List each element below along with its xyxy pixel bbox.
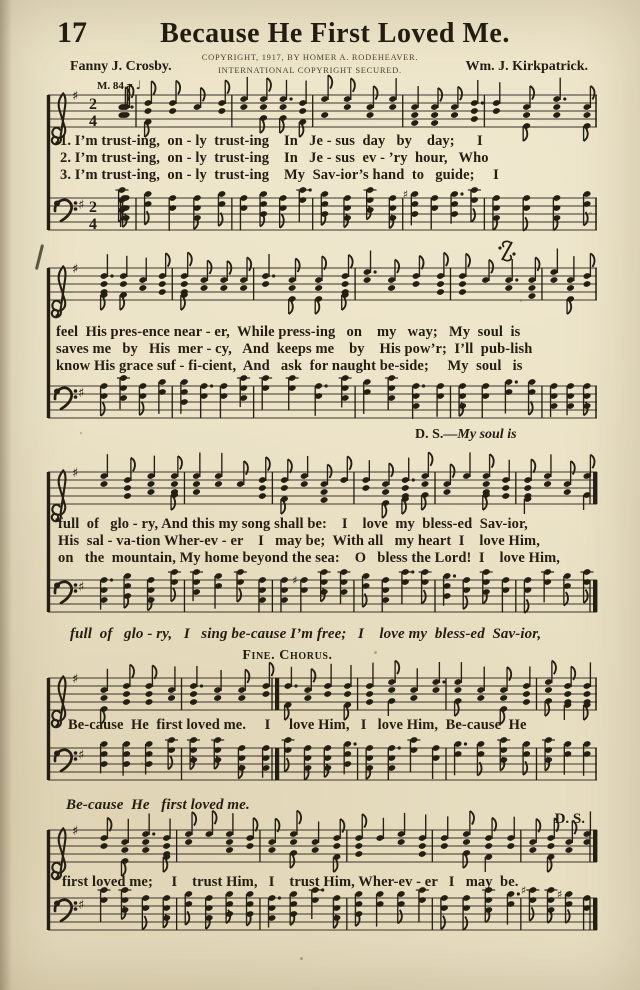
- svg-text:♯: ♯: [78, 748, 85, 763]
- ds-label: D. S.: [554, 811, 585, 827]
- copyright-line-2: INTERNATIONAL COPYRIGHT SECURED.: [218, 65, 402, 75]
- refrain-cue-line-1: full of glo - ry, I sing be-cause I’m free; I love my bless-ed Sav-ior,: [70, 626, 542, 642]
- tempo-label: M. 84 =: [97, 80, 133, 92]
- svg-text:♯: ♯: [72, 466, 79, 481]
- svg-text:♯: ♯: [78, 580, 85, 595]
- lyrics-verse2-line3: His sal - va-tion Wher-ev - er I may be; With all my heart I love Him,: [58, 533, 540, 549]
- svg-text:4: 4: [89, 113, 97, 130]
- svg-text:♯: ♯: [556, 888, 563, 901]
- lyrics-verse1-line2: feel His pres-ence near - er, While press-ing on my way; My soul is: [56, 324, 521, 340]
- svg-text:♯: ♯: [520, 884, 527, 897]
- lyrics-chorus-line2: first loved me; I trust Him, I trust Him, Wher-ev - er I may be.: [62, 874, 519, 890]
- hymn-title: Because He First Loved Me.: [160, 18, 510, 49]
- ds-cue-text: My soul is: [457, 427, 517, 442]
- svg-text:♯: ♯: [78, 898, 85, 913]
- tempo-marking: [97, 78, 141, 92]
- system-barline: [47, 472, 50, 612]
- paper-speck: [80, 432, 82, 434]
- system-5: [47, 811, 598, 930]
- svg-text:♯: ♯: [72, 262, 79, 277]
- hymn-number: 17: [57, 16, 87, 49]
- system-barline: [47, 95, 50, 230]
- svg-text:♯: ♯: [72, 824, 79, 839]
- bass-clef-icon: [54, 750, 77, 771]
- paper-speck: [520, 300, 522, 302]
- svg-text:2: 2: [89, 96, 97, 113]
- fine-chorus-label: Fine. Chorus.: [242, 648, 333, 663]
- lyrics-verse1-line1: 1. I’m trust-ing, on - ly trust-ing In Je - sus day by day; I: [60, 133, 483, 149]
- dal-segno-cue: [415, 427, 517, 443]
- paper-speck: [141, 762, 143, 764]
- lyrics-chorus-line1: Be-cause He first loved me. I love Him, I love Him, Be-cause He: [68, 717, 527, 733]
- author-name: Fanny J. Crosby.: [70, 59, 172, 74]
- svg-text:♯: ♯: [402, 188, 409, 201]
- paper-speck: [589, 212, 592, 214]
- ds-prefix: D. S.—: [415, 427, 458, 442]
- bass-clef-icon: [54, 200, 77, 221]
- quarter-note-icon: ♩: [135, 78, 142, 92]
- system-barline: [47, 830, 50, 930]
- svg-text:♯: ♯: [78, 198, 85, 213]
- lyrics-verse2-line1: 2. I’m trust-ing, on - ly trust-ing In Je - sus ev - ’ry hour, Who: [60, 150, 489, 166]
- lyrics-verse2-line2: saves me by His mer - cy, And keeps me by His pow’r; I’ll pub-lish: [56, 341, 533, 357]
- svg-text:♯: ♯: [292, 574, 298, 587]
- lyrics-verse3-line2: know His grace suf - fi-cient, And ask for naught be-side; My soul is: [56, 358, 523, 374]
- lyrics-verse3-line3: on the mountain, My home beyond the sea: O bless the Lord! I love Him,: [58, 550, 561, 566]
- paper-speck: [300, 957, 303, 960]
- svg-text:4: 4: [89, 216, 97, 233]
- bass-clef-icon: [54, 900, 77, 921]
- lyrics-verse3-line1: 3. I’m trust-ing, on - ly trust-ing My Sav-ior’s hand to guide; I: [60, 167, 499, 183]
- segno-icon: [498, 241, 515, 260]
- copyright-line-1: COPYRIGHT, 1917, BY HOMER A. RODEHEAVER.: [201, 52, 419, 62]
- refrain-cue-line-2: Be-cause He first loved me.: [66, 797, 250, 813]
- svg-text:♯: ♯: [72, 89, 79, 104]
- bass-clef-icon: [54, 582, 77, 603]
- composer-name: Wm. J. Kirkpatrick.: [465, 59, 588, 74]
- bass-clef-icon: [54, 388, 77, 409]
- system-barline: [47, 678, 50, 780]
- lyrics-verse1-line3: full of glo - ry, And this my song shall be: I love my bless-ed Sav-ior,: [58, 516, 528, 532]
- paper-speck: [374, 651, 377, 654]
- svg-text:♯: ♯: [78, 386, 85, 401]
- svg-text:♯: ♯: [72, 672, 79, 687]
- svg-text:2: 2: [89, 199, 97, 216]
- system-barline: [47, 268, 50, 418]
